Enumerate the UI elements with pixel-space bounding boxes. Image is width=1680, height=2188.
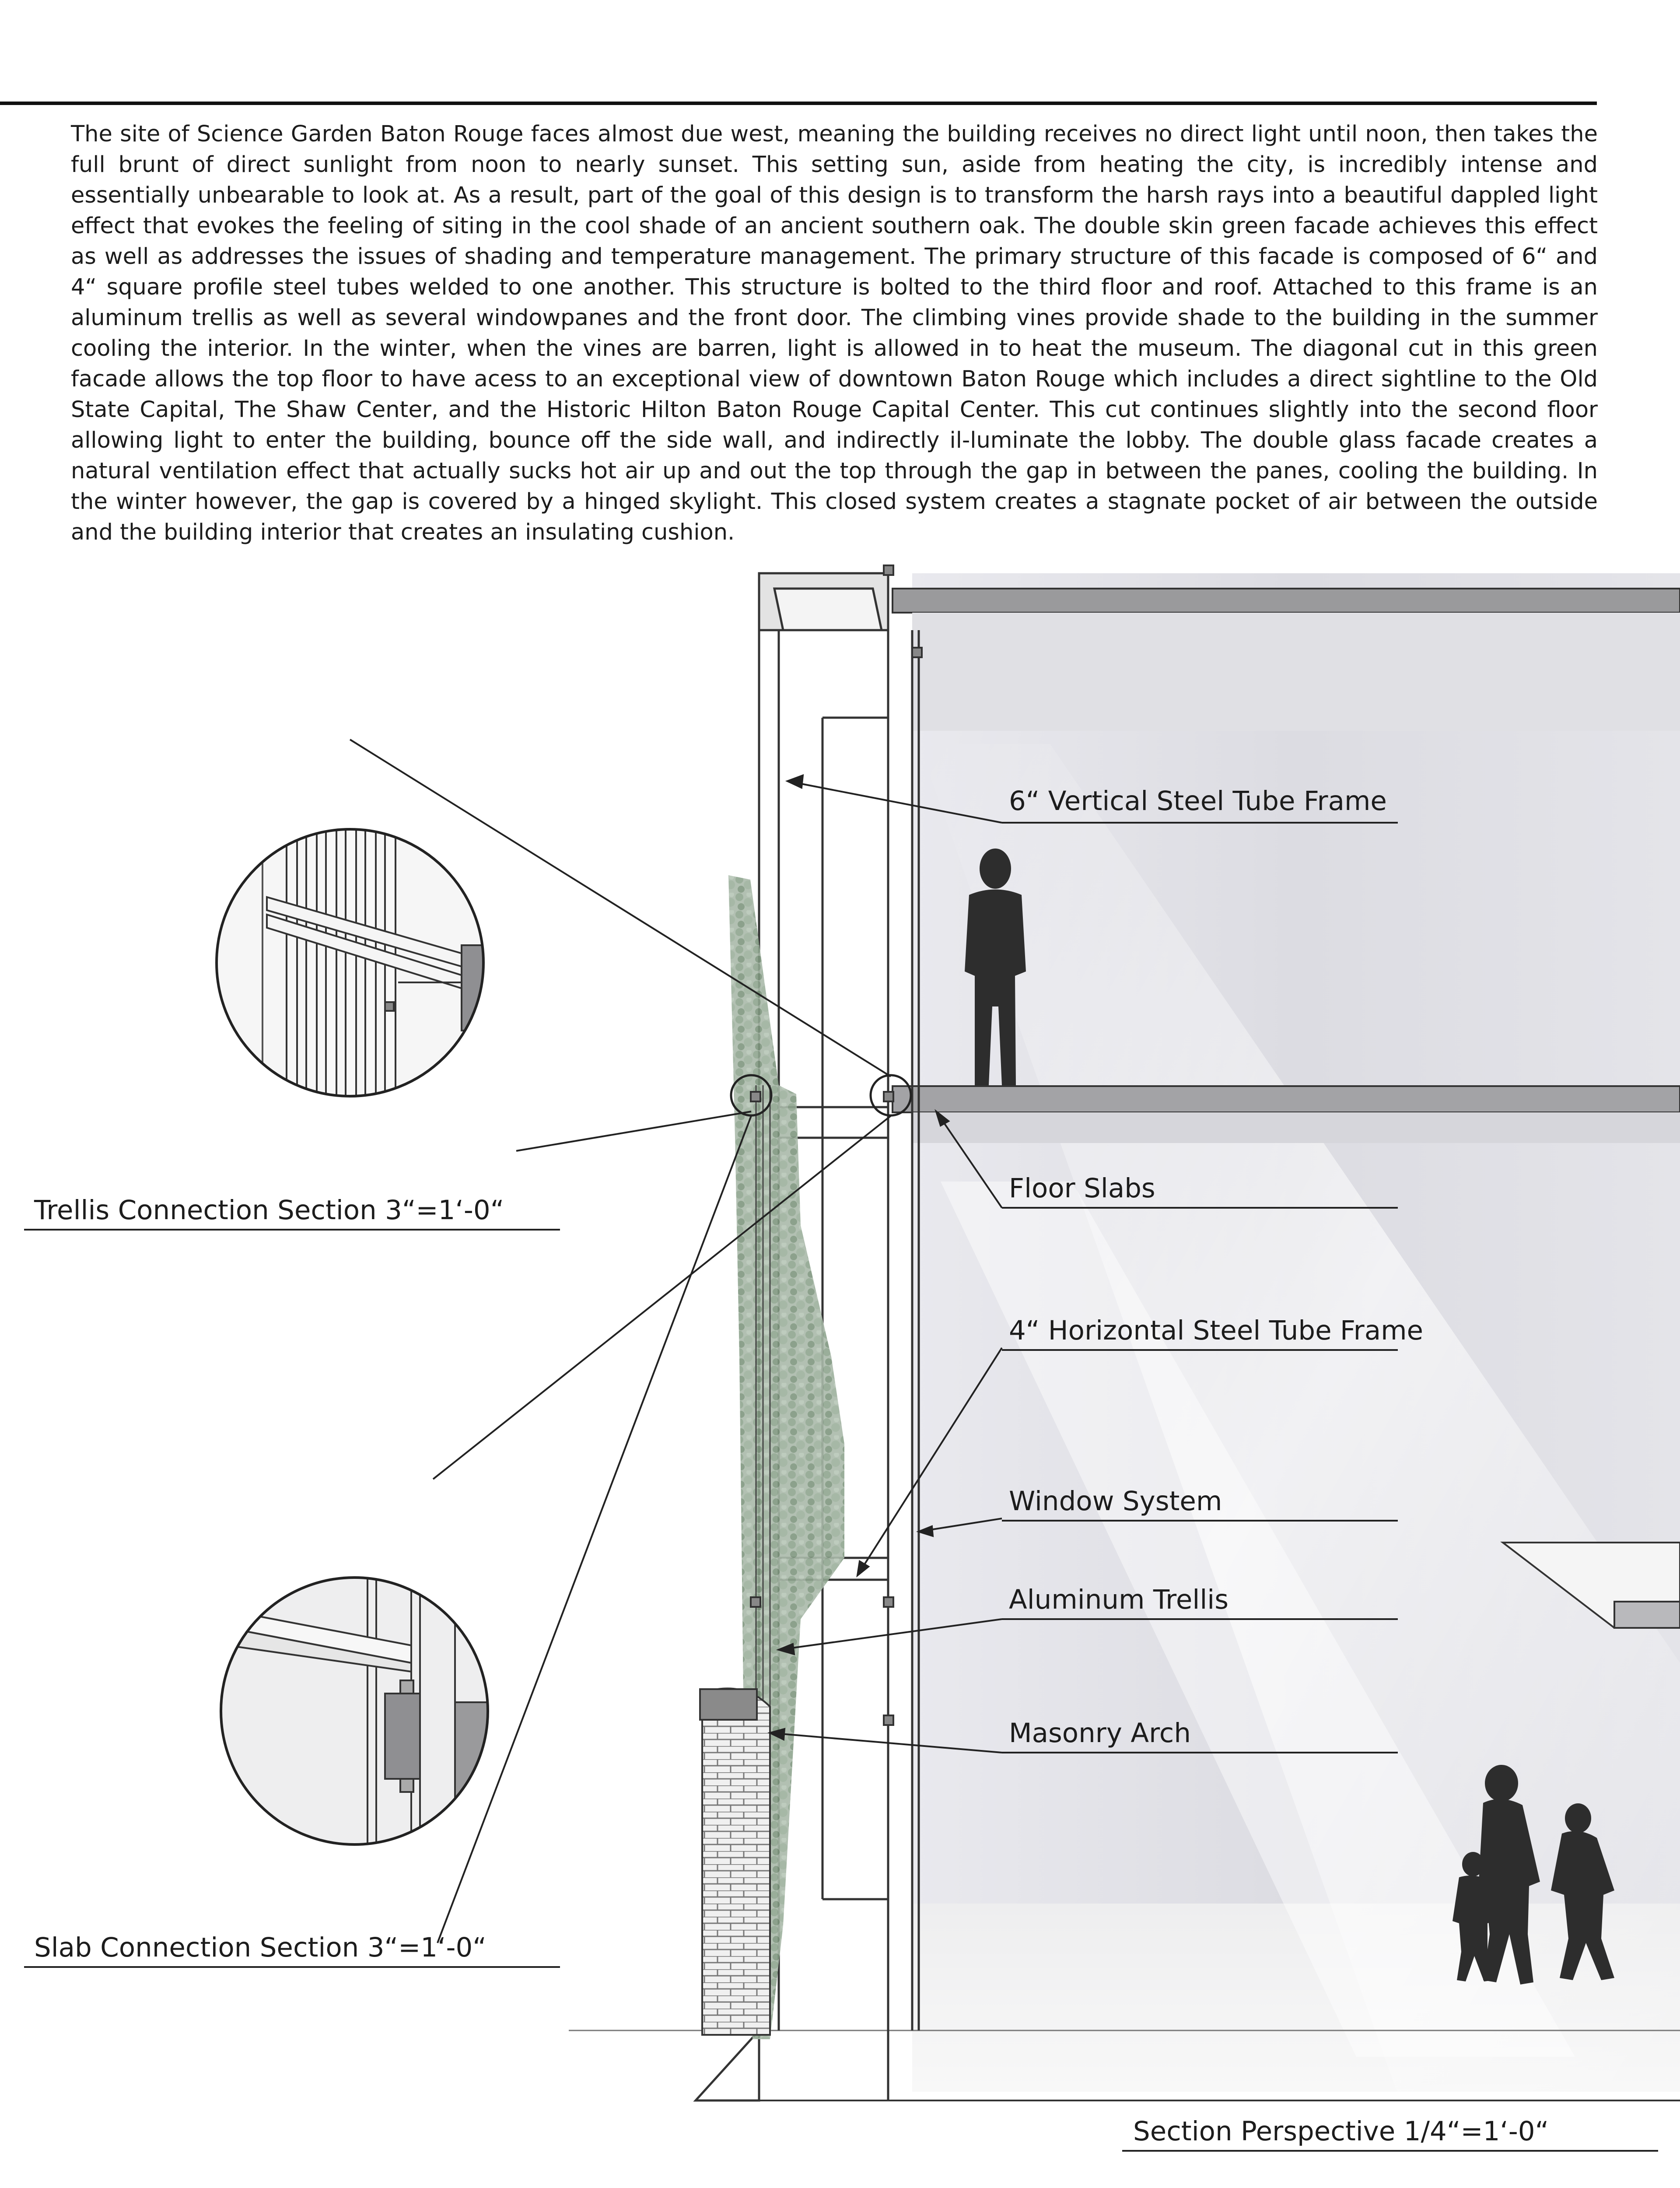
label-floor-slabs: Floor Slabs bbox=[1009, 1173, 1155, 1204]
masonry-arch bbox=[702, 1688, 770, 2035]
label-vertical-steel-tube-frame: 6“ Vertical Steel Tube Frame bbox=[1009, 785, 1387, 817]
roof-slab bbox=[892, 589, 1680, 613]
label-trellis-connection-section: Trellis Connection Section 3“=1‘-0“ bbox=[34, 1195, 504, 1226]
label-window-system: Window System bbox=[1009, 1486, 1222, 1517]
label-horizontal-steel-tube-frame: 4“ Horizontal Steel Tube Frame bbox=[1009, 1315, 1424, 1346]
label-aluminum-trellis: Aluminum Trellis bbox=[1009, 1584, 1229, 1615]
slab-connection-detail bbox=[219, 1575, 542, 1855]
floor-slab bbox=[892, 1086, 1680, 1112]
slab-underside bbox=[912, 1112, 1680, 1143]
trellis-connection-detail bbox=[214, 764, 538, 1127]
roof-soffit bbox=[912, 613, 1680, 731]
label-masonry-arch: Masonry Arch bbox=[1009, 1718, 1191, 1749]
label-section-perspective: Section Perspective 1/4“=1‘-0“ bbox=[1133, 2116, 1549, 2147]
intro-paragraph: The site of Science Garden Baton Rouge faces almost due west, meaning the building receives no direct light until noon, then takes the full brunt of direct sunlight from noon to nearly sunset. This setting sun, aside from heating the city, is incredibly intense and essentially unbearable to look at. As a result, part of the goal of this design is to transform the harsh rays into a beautiful dappled light effect that evokes the feeling of siting in the cool shade of an ancient southern oak. The double skin green facade achieves this effect as well as addresses the issues of shading and temperature management. The primary structure of this facade is composed of 6“ and 4“ square profile steel tubes welded to one another. This structure is bolted to the third floor and roof. Attached to this frame is an aluminum trellis as well as several windowpanes and the front door. The climbing vines provide shade to the building in the summer cooling the interior. In the winter, when the vines are barren, light is allowed in to heat the museum. The diagonal cut in this green facade allows the top floor to have acess to an exceptional view of downtown Baton Rouge which includes a direct sightline to the Old State Capital, The Shaw Center, and the Historic Hilton Baton Rouge Capital Center. This cut continues slightly into the second floor allowing light to enter the building, bounce off the side wall, and indirectly il-luminate the lobby. The double glass facade creates a natural ventilation effect that actually sucks hot air up and out the top through the gap in between the panes, cooling the building. In the winter however, the gap is covered by a hinged skylight. This closed system creates a stagnate pocket of air between the outside and the building interior that creates an insulating cushion. bbox=[71, 121, 1598, 545]
label-slab-connection-section: Slab Connection Section 3“=1‘-0“ bbox=[34, 1932, 486, 1963]
